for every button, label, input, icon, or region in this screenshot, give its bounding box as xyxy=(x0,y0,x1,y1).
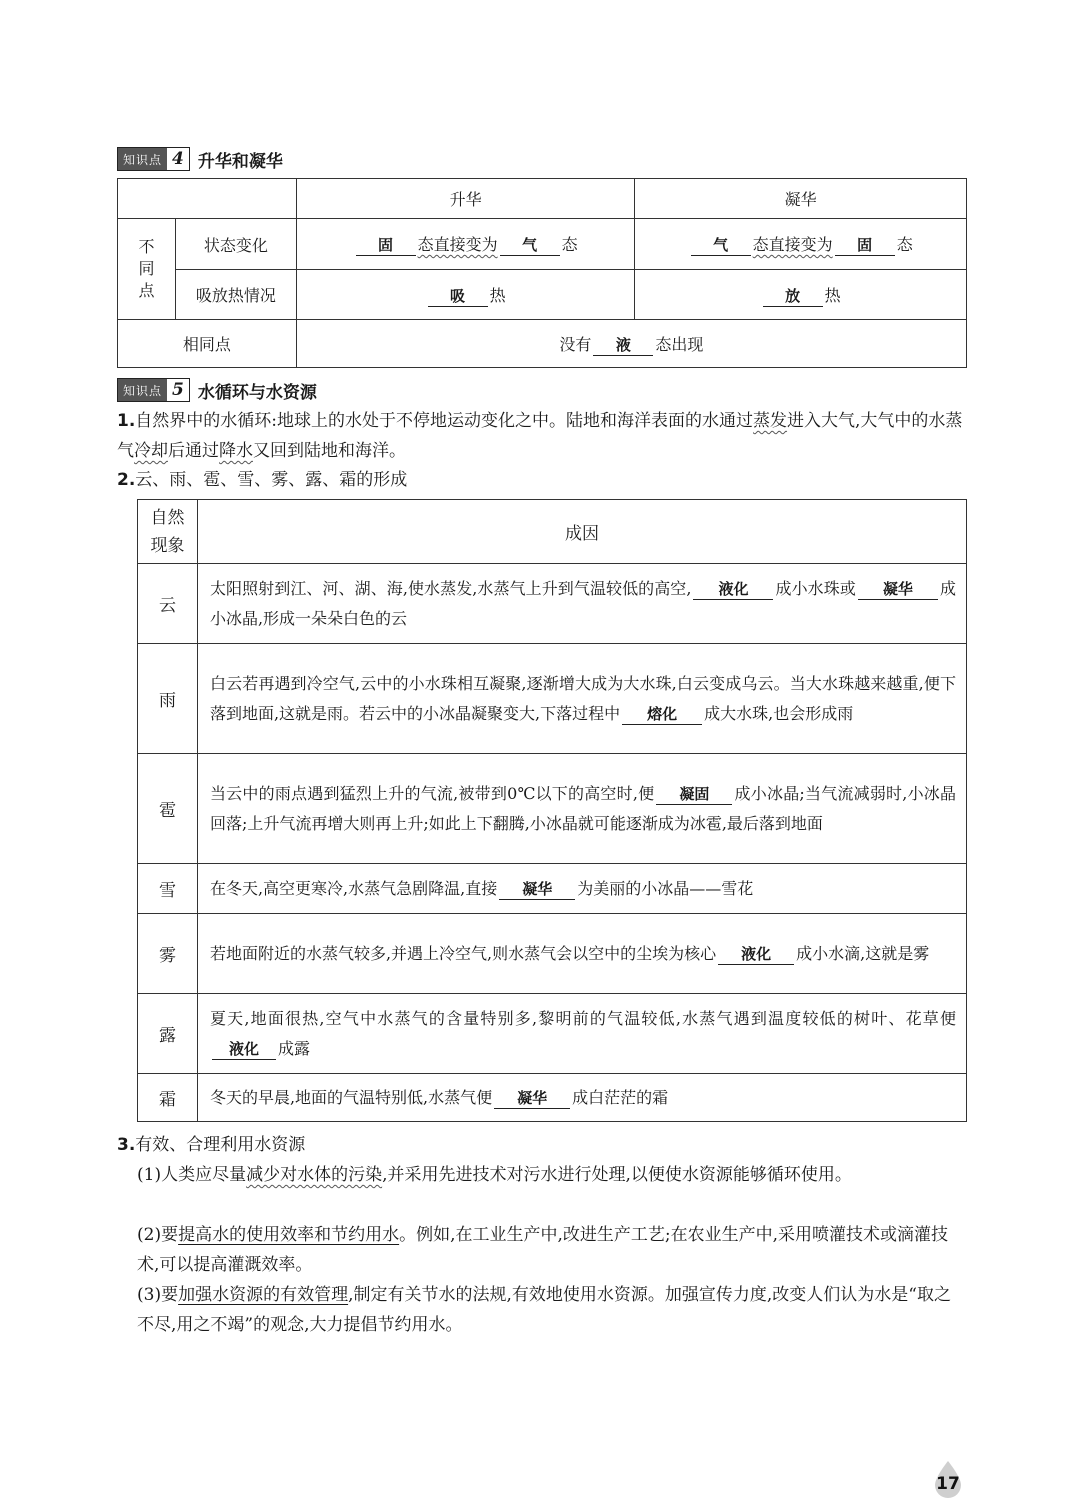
table-row xyxy=(138,564,967,644)
blank-cloud-2: 凝华 xyxy=(858,579,938,600)
cause-rain: 白云若再遇到冷空气,云中的小水珠相互凝聚,逐渐增大成为大水珠,白云变成乌云。当大水珠越来越重,便下落到地面,这就是雨。若云中的小冰晶凝聚变大,下落过程中 熔化 成大水珠,也会形成雨 xyxy=(197,644,966,754)
s1-text-a: 人类应尽量 xyxy=(161,1165,247,1185)
p3-num: 3. xyxy=(117,1135,136,1155)
kp4-tag xyxy=(117,147,190,171)
cause-snow: 在冬天,高空更寒冷,水蒸气急剧降温,直接 凝华 为美丽的小冰晶——雪花 xyxy=(197,864,966,914)
blank-sub-heat: 吸 xyxy=(428,286,488,307)
blank-sub-state-b: 气 xyxy=(500,235,560,256)
deposition-state-cell xyxy=(635,219,967,270)
same-cell xyxy=(296,320,966,368)
s2-text-b: 。例如,在工业生产中,改进生产工艺;在农业生产中,采用喷灌技术或滴灌技术,可以提高灌溉效率。 xyxy=(137,1225,949,1275)
blank-snow: 凝华 xyxy=(499,879,575,900)
blank-dep-heat: 放 xyxy=(763,286,823,307)
blank-frost: 凝华 xyxy=(494,1088,570,1109)
table-row xyxy=(138,994,967,1074)
table-row xyxy=(138,1074,967,1122)
phenomenon-cloud: 云 xyxy=(138,564,198,644)
kp5-tag xyxy=(117,378,190,402)
p1-text-e: 又回到陆地和海洋。 xyxy=(253,441,406,461)
same-suffix: 态出现 xyxy=(655,334,704,354)
kp5-tag-num: 5 xyxy=(172,380,184,400)
paragraph-formation xyxy=(117,465,967,495)
dep-state-mid: 态直接变为 xyxy=(752,235,833,254)
kp4-tag-label: 知识点 xyxy=(118,148,167,170)
p1-text-a: 自然界中的水循环:地球上的水处于不停地运动变化之中。陆地和海洋表面的水通过 xyxy=(135,411,754,431)
sublimation-state-cell xyxy=(296,219,635,270)
head-phenomenon: 自然现象 xyxy=(138,500,198,564)
kp5-tag-label: 知识点 xyxy=(118,379,167,401)
kp4-heading xyxy=(117,146,283,172)
dep-state-suffix: 态 xyxy=(896,235,913,254)
sub-item-3 xyxy=(137,1280,967,1340)
diff-label-cell xyxy=(118,219,176,320)
s3-emph: 加强水资源的有效管理 xyxy=(178,1285,349,1305)
s1-text-b: ,并采用先进技术对污水进行处理,以便使水资源能够循环使用。 xyxy=(382,1165,852,1185)
phenomenon-fog: 雾 xyxy=(138,914,198,994)
table-row xyxy=(138,864,967,914)
deposition-heat-cell xyxy=(635,270,967,320)
kp4-tag-num: 4 xyxy=(172,149,184,169)
kp5-title: 水循环与水资源 xyxy=(197,382,317,403)
s2-text-a: 要 xyxy=(161,1225,179,1245)
cause-hail: 当云中的雨点遇到猛烈上升的气流,被带到0℃以下的高空时,便 凝固 成小冰晶;当气流减弱时,小冰晶回落;上升气流再增大则再上升;如此上下翻腾,小冰晶就可能逐渐成为冰雹,最后落到地面 xyxy=(197,754,966,864)
col-deposition: 凝华 xyxy=(635,179,967,219)
p1-text-c: 气,大气中的水蒸气 xyxy=(117,411,963,461)
dep-heat-suffix: 热 xyxy=(824,285,841,305)
blank-hail: 凝固 xyxy=(656,784,732,805)
kp5-heading xyxy=(117,377,317,403)
paragraph-water-cycle xyxy=(117,406,967,466)
row-state-label: 状态变化 xyxy=(175,219,296,270)
blank-same: 液 xyxy=(593,335,653,356)
blank-fog: 液化 xyxy=(718,944,794,965)
p3-text: 有效、合理利用水资源 xyxy=(135,1135,306,1155)
s2-emph: 提高水的使用效率和节约用水 xyxy=(178,1225,400,1245)
s2-num: (2) xyxy=(137,1225,162,1245)
table-row xyxy=(138,914,967,994)
p1-evap: 蒸发 xyxy=(753,411,788,431)
s3-text-a: 要 xyxy=(161,1285,179,1305)
phenomenon-dew: 露 xyxy=(138,994,198,1074)
p1-rain: 降水 xyxy=(219,441,253,461)
cause-cloud: 太阳照射到江、河、湖、海,使水蒸发,水蒸气上升到气温较低的高空, 液化 成小水珠或 凝华 成小冰晶,形成一朵朵白色的云 xyxy=(197,564,966,644)
sub-item-2 xyxy=(137,1220,967,1280)
same-label: 相同点 xyxy=(118,320,297,368)
phenomenon-frost: 霜 xyxy=(138,1074,198,1122)
sublimation-table xyxy=(117,178,967,368)
head-cause: 成因 xyxy=(197,500,966,564)
paragraph-water-use xyxy=(117,1130,967,1160)
s1-num: (1) xyxy=(137,1165,162,1185)
blank-dew: 液化 xyxy=(212,1039,276,1060)
diff-label: 不同点 xyxy=(138,237,155,300)
row-heat-label: 吸放热情况 xyxy=(175,270,296,320)
sublimation-heat-cell xyxy=(296,270,635,320)
cause-dew: 夏天,地面很热,空气中水蒸气的含量特别多,黎明前的气温较低,水蒸气遇到温度较低的树叶、花草便液化 成露 xyxy=(197,994,966,1074)
phenomenon-hail: 雹 xyxy=(138,754,198,864)
blank-dep-state-b: 固 xyxy=(835,235,895,256)
phenomenon-rain: 雨 xyxy=(138,644,198,754)
p2-text: 云、雨、雹、雪、雾、露、霜的形成 xyxy=(135,470,408,490)
blank-sub-state-a: 固 xyxy=(356,235,416,256)
table-corner-cell xyxy=(118,179,297,219)
p1-text-d: 后通过 xyxy=(168,441,219,461)
cause-frost: 冬天的早晨,地面的气温特别低,水蒸气便 凝华 成白茫茫的霜 xyxy=(197,1074,966,1122)
cause-fog: 若地面附近的水蒸气较多,并遇上冷空气,则水蒸气会以空中的尘埃为核心 液化 成小水滴,这就是雾 xyxy=(197,914,966,994)
p1-num: 1. xyxy=(117,411,136,431)
s3-num: (3) xyxy=(137,1285,162,1305)
phenomenon-snow: 雪 xyxy=(138,864,198,914)
weather-formation-table xyxy=(137,499,967,1122)
col-sublimation: 升华 xyxy=(296,179,635,219)
blank-dep-state-a: 气 xyxy=(691,235,751,256)
blank-rain: 熔化 xyxy=(622,704,702,725)
p2-num: 2. xyxy=(117,470,136,490)
s3-text-b: ,制定有关节水的法规,有效地使用水资源。加强宣传力度,改变人们认为水是“取之不尽,用之不竭”的观念,大力提倡节约用水。 xyxy=(137,1285,951,1335)
page-number: 17 xyxy=(936,1474,960,1494)
s1-emph: 减少对水体的污染 xyxy=(246,1165,383,1185)
sub-heat-suffix: 热 xyxy=(489,285,506,305)
p1-text-b: 进入大 xyxy=(787,411,839,431)
same-prefix: 没有 xyxy=(559,334,592,354)
p1-cool: 冷却 xyxy=(134,441,168,461)
sub-state-suffix: 态 xyxy=(561,235,578,254)
table-row xyxy=(138,754,967,864)
page-number-badge xyxy=(932,1467,964,1499)
blank-cloud-1: 液化 xyxy=(693,579,773,600)
sub-state-mid: 态直接变为 xyxy=(417,235,498,254)
sub-item-1 xyxy=(137,1160,967,1190)
kp4-title: 升华和凝华 xyxy=(197,151,283,172)
table-row xyxy=(138,644,967,754)
